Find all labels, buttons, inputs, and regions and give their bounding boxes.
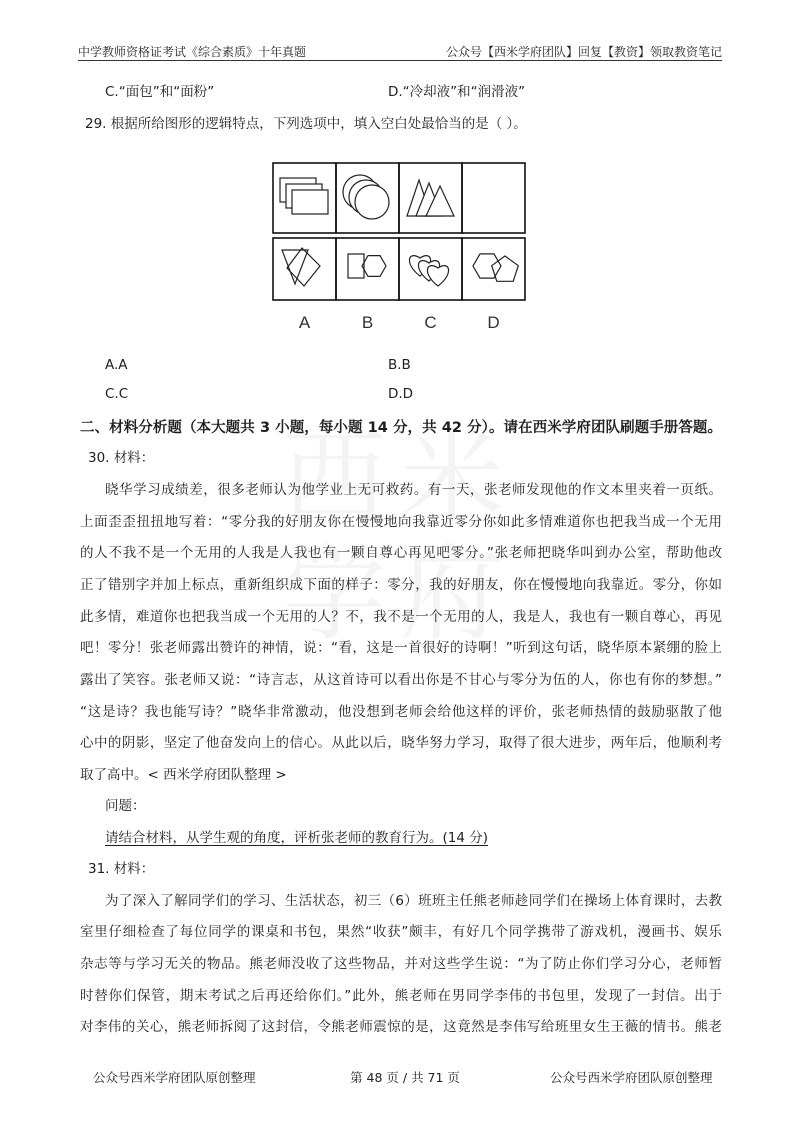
q30-line: 吧！零分！张老师露出赞许的神情，说：“看，这是一首很好的诗啊！”听到这句话，晓华原本紧绷的脸上 [80,640,722,656]
q31-line: 对李伟的关心，熊老师拆阅了这封信，令熊老师震惊的是，这竟然是李伟写给班里女生王薇的情书。熊老 [80,1019,722,1035]
q30-line: 正了错别字并加上标点，重新组织成下面的样子：零分，我的好朋友，你在慢慢地向我靠近。零分，你如 [80,577,722,593]
q29-option-b: B.B [388,357,411,373]
q30-label: 30. 材料： [88,450,155,466]
overlapping-circles-icon [343,175,389,219]
q29-figure [260,150,540,340]
footer-right: 公众号西米学府团队原创整理 [550,1070,713,1085]
q29-stem: 29. 根据所给图形的逻辑特点，下列选项中，填入空白处最恰当的是（ ）。 [85,116,527,132]
q30-line: 露出了笑容。张老师又说：“诗言志，从这首诗可以看出你是不甘心与零分为伍的人，你也有你的梦想。” [80,672,722,688]
q30-line: 的人不我不是一个无用的人我是人我也有一颗自尊心再见吧零分。”张老师把晓华叫到办公室，帮助他改 [80,545,722,561]
q30-line: 晓华学习成绩差，很多老师认为他学业上无可救药。有一天，张老师发现他的作文本里夹着一页纸。 [105,482,722,498]
q31-line: 室里仔细检查了每位同学的课桌和书包，果然“收获”颇丰，有好几个同学携带了游戏机，漫画书、娱乐 [80,924,722,940]
figure-label-c: C [424,313,437,332]
header-title: 中学教师资格证考试《综合素质》十年真题 [78,45,307,59]
q31-line: 时替你们保管，期末考试之后再还给你们。”此外，熊老师在男同学李伟的书包里，发现了一封信。出于 [80,988,722,1004]
q29-option-a: A.A [105,357,128,373]
q30-line: 此多情，难道你也把我当成一个无用的人？不，我不是一个无用的人，我是人，我也有一颗自尊心，再见 [80,609,722,625]
figure-cell-blank [462,163,525,233]
q31-label: 31. 材料： [88,861,155,877]
q28-option-d: D.“冷却液”和“润滑液” [388,84,526,100]
q29-option-c: C.C [105,386,129,402]
q30-line: 取了高中。< 西米学府团队整理 > [80,767,287,783]
hexagon-pentagon-icon [473,254,518,281]
q30-line: “这是诗？我也能写诗？”晓华非常激动，他没想到老师会给他这样的评价，张老师热情的鼓励驱散了他 [80,704,722,720]
q30-question-label: 问题： [105,798,146,814]
header-promo: 公众号【西米学府团队】回复【教资】领取教资笔记 [445,45,722,59]
figure-label-d: D [487,313,500,332]
overlapping-rectangles-icon [280,178,328,214]
overlapping-hearts-icon [409,256,448,286]
option-cell-a [273,238,336,300]
q31-line: 为了深入了解同学们的学习、生活状态，初三（6）班班主任熊老师趁同学们在操场上体育课时，去教 [105,893,722,909]
page-header [78,42,722,61]
option-cell-d [462,238,525,300]
footer-left: 公众号西米学府团队原创整理 [93,1070,256,1085]
triangle-diamond-icon [282,248,320,286]
q30-line: 心中的阴影，坚定了他奋发向上的信心。从此以后，晓华努力学习，取得了很大进步，两年后，他顺利考 [80,735,722,751]
figure-label-a: A [298,313,311,332]
section-heading: 二、材料分析题（本大题共 3 小题，每小题 14 分，共 42 分）。请在西米学府团队刷题手册答题。 [80,420,722,436]
q28-option-c: C.“面包”和“面粉” [105,84,215,100]
q31-line: 杂志等与学习无关的物品。熊老师没收了这些物品，并对这些学生说：“为了防止你们学习分心，老师暂 [80,956,722,972]
q29-option-d: D.D [388,386,414,402]
overlapping-triangles-icon [407,180,454,216]
page-number: 第 48 页 / 共 71 页 [350,1070,460,1085]
square-hexagon-icon [348,254,386,278]
option-cell-b [336,238,399,300]
q30-line: 上面歪歪扭扭地写着：“零分我的好朋友你在慢慢地向我靠近零分你如此多情难道你也把我当成一个无用 [80,514,722,530]
q30-question: 请结合材料，从学生观的角度，评析张老师的教育行为。(14 分) [105,830,489,846]
figure-label-b: B [361,313,374,332]
